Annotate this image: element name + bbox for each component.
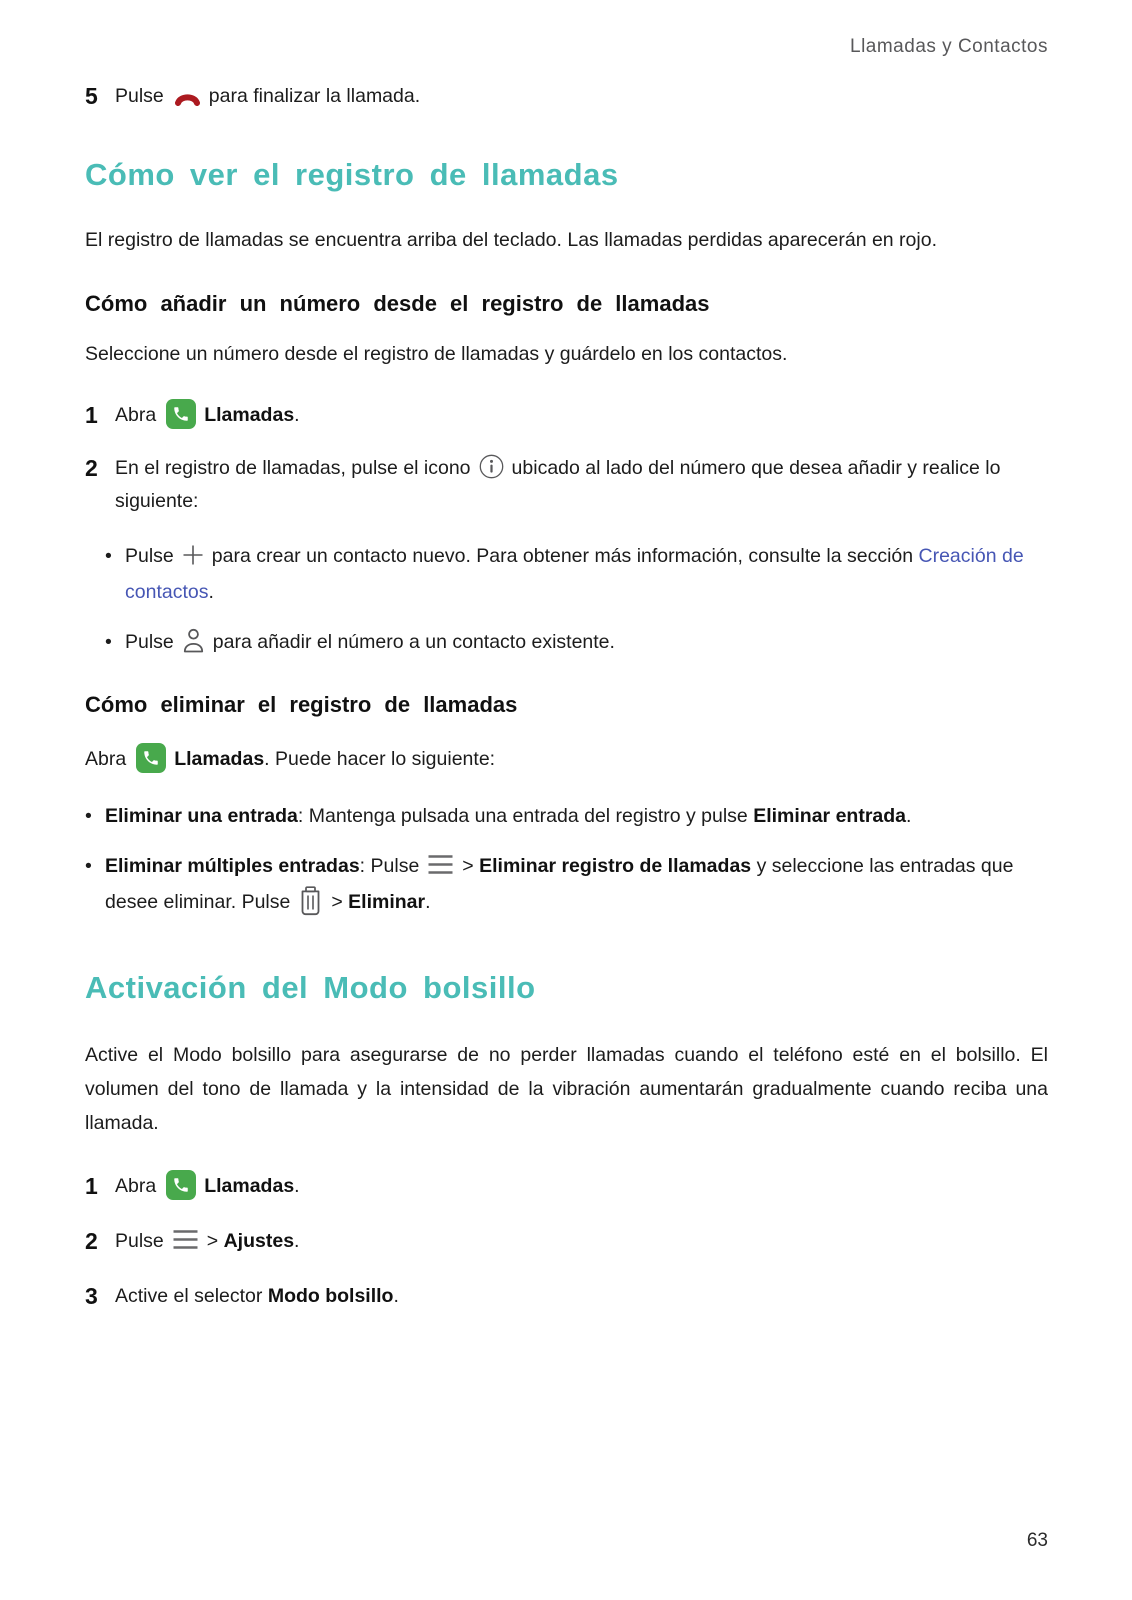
link-creacion-de-contactos[interactable]: Creación de contactos [125, 545, 1024, 603]
running-header [85, 0, 1048, 58]
page-number: 63 [1026, 1530, 1048, 1551]
subsection-title-add-number: Cómo añadir un número desde el registro de llamadas [85, 291, 710, 316]
step-5 [85, 80, 1048, 113]
text-run: . [208, 581, 214, 603]
phone-app-icon [166, 1170, 196, 1200]
step-3 [85, 1280, 1048, 1313]
bullet-marker: • [85, 855, 92, 877]
app-name: Llamadas [204, 404, 295, 426]
text-run: Abra [85, 748, 127, 770]
list-item [85, 848, 1048, 920]
text-run: Pulse [115, 85, 164, 107]
section-title-pocket-mode: Activación del Modo bolsillo [85, 970, 536, 1005]
plus-icon [182, 544, 204, 566]
text-run: . [906, 805, 912, 827]
text-run: para finalizar la llamada. [208, 85, 421, 107]
app-name: Llamadas [204, 1175, 295, 1197]
menu-icon [172, 1229, 199, 1250]
trash-icon [298, 886, 323, 916]
paragraph: Seleccione un número desde el registro de llamadas y guárdelo en los contactos. [85, 343, 788, 365]
list-item [105, 538, 1048, 610]
step-number: 5 [85, 83, 98, 109]
text-run: . [294, 1175, 300, 1197]
text-run: > [206, 1230, 219, 1252]
bold-run: Eliminar entrada [753, 805, 907, 827]
step-number: 2 [85, 1228, 98, 1254]
step-text [115, 1170, 1048, 1203]
bullet-marker: • [85, 805, 92, 827]
bullet-marker: • [105, 631, 112, 653]
step-1 [85, 399, 1048, 432]
bullet-text [125, 624, 1048, 660]
running-header-text: Llamadas y Contactos [850, 36, 1048, 57]
bold-run: Eliminar [348, 891, 426, 913]
step-text [115, 399, 1048, 432]
text-run: En el registro de llamadas, pulse el icono [115, 457, 471, 479]
step-1 [85, 1170, 1048, 1203]
list-item [105, 624, 1048, 660]
paragraph [85, 742, 1048, 776]
step-2 [85, 452, 1048, 518]
step-number: 1 [85, 1173, 98, 1199]
subsection-title-delete-log: Cómo eliminar el registro de llamadas [85, 692, 518, 717]
phone-app-icon [136, 743, 166, 773]
step-text [115, 80, 1048, 113]
text-run: Abra [115, 1175, 157, 1197]
info-icon [479, 454, 504, 479]
paragraph: El registro de llamadas se encuentra arriba del teclado. Las llamadas perdidas aparecerán en rojo. [85, 229, 937, 251]
step-text [115, 1280, 1048, 1313]
app-name: Llamadas [174, 748, 265, 770]
text-run: Abra [115, 404, 157, 426]
text-run: Pulse [125, 631, 174, 653]
list-item [85, 798, 1048, 834]
text-run: : Mantenga pulsada una entrada del registro y pulse [297, 805, 748, 827]
step-text [115, 1225, 1048, 1258]
text-run: ubicado al lado del número que desea añadir y realice lo siguiente: [115, 457, 1001, 512]
person-icon [182, 627, 205, 655]
menu-icon [427, 854, 454, 875]
section-title-call-log: Cómo ver el registro de llamadas [85, 157, 619, 192]
text-run: > [462, 855, 474, 877]
text-run: : Pulse [359, 855, 420, 877]
bullet-marker: • [105, 545, 112, 567]
step-number: 2 [85, 455, 98, 481]
text-run: > [331, 891, 343, 913]
hangup-call-icon [174, 91, 201, 106]
bullet-text [105, 798, 1048, 834]
text-run: Pulse [125, 545, 174, 567]
text-run: . [393, 1285, 399, 1307]
step-text [115, 452, 1048, 518]
bold-run: Modo bolsillo [267, 1285, 394, 1307]
bold-run: Ajustes [223, 1230, 295, 1252]
step-number: 1 [85, 402, 98, 428]
phone-app-icon [166, 399, 196, 429]
bold-run: Eliminar una entrada [105, 805, 298, 827]
text-run: . [294, 404, 300, 426]
text-run: . Puede hacer lo siguiente: [264, 748, 496, 770]
bullet-text [105, 848, 1048, 920]
step-2 [85, 1225, 1048, 1258]
text-run: para crear un contacto nuevo. Para obtener más información, consulte la sección [211, 545, 914, 567]
bullet-text [125, 538, 1048, 610]
text-run: y seleccione las entradas que desee eliminar. Pulse [105, 855, 1014, 913]
text-run: Pulse [115, 1230, 164, 1252]
text-run: para añadir el número a un contacto existente. [212, 631, 615, 653]
paragraph: Active el Modo bolsillo para asegurarse de no perder llamadas cuando el teléfono esté en el bolsillo. El volumen del tono de llamada y la intensidad de la vibración aumentarán gradualmente cuando reciba una llamada. [85, 1044, 1048, 1134]
bold-run: Eliminar registro de llamadas [479, 855, 752, 877]
step-number: 3 [85, 1283, 98, 1309]
bold-run: Eliminar múltiples entradas [105, 855, 360, 877]
text-run: . [425, 891, 431, 913]
text-run: Active el selector [115, 1285, 263, 1307]
text-run: . [294, 1230, 300, 1252]
